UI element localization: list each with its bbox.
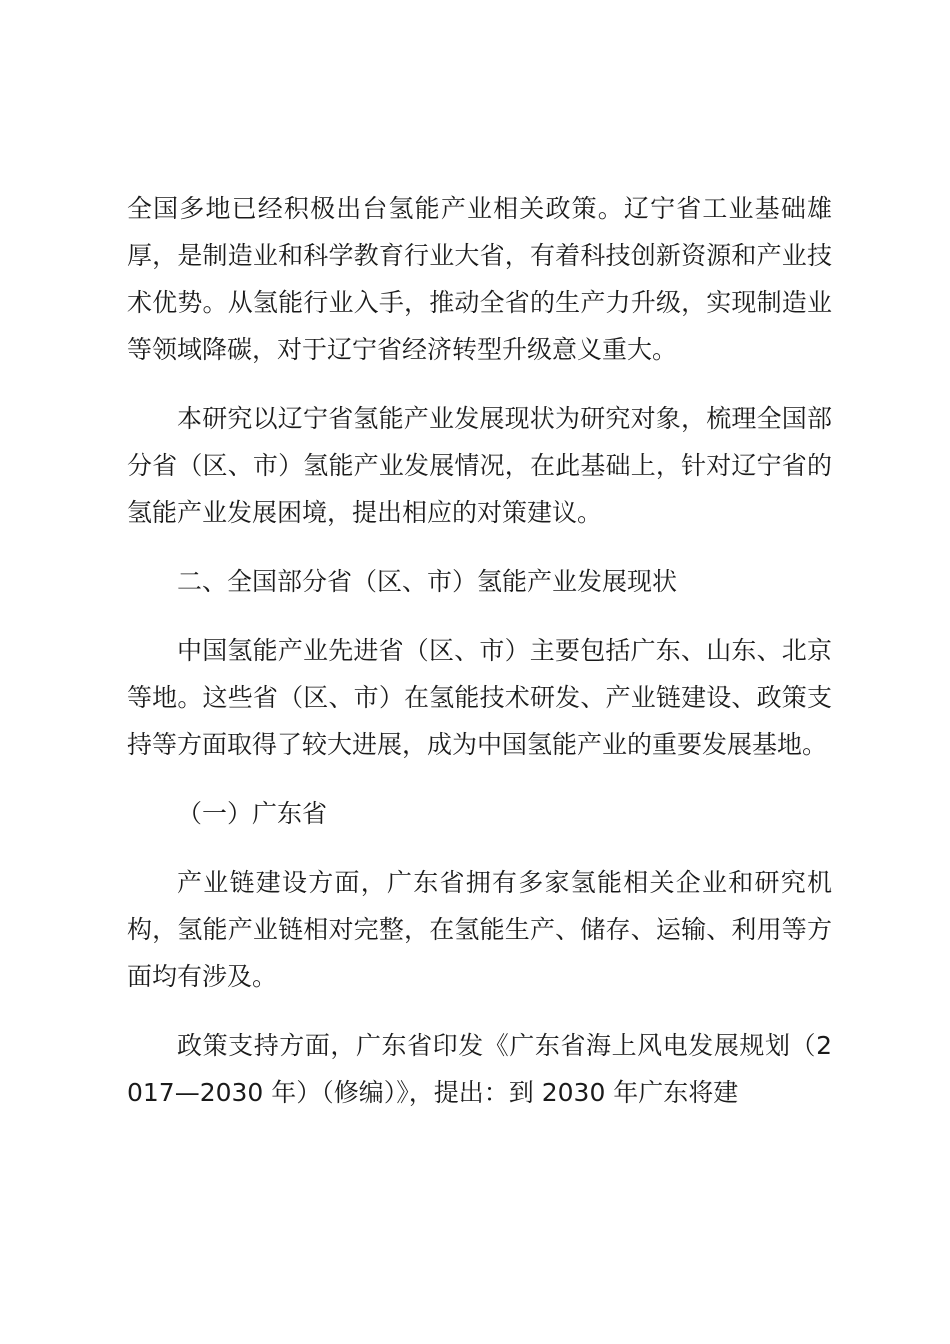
paragraph-advanced-provinces: 中国氢能产业先进省（区、市）主要包括广东、山东、北京等地。这些省（区、市）在氢能技术研发、产业链建设、政策支持等方面取得了较大进展，成为中国氢能产业的重要发展基地。: [127, 636, 832, 759]
paragraph-research-scope: 本研究以辽宁省氢能产业发展现状为研究对象，梳理全国部分省（区、市）氢能产业发展情况，在此基础上，针对辽宁省的氢能产业发展困境，提出相应的对策建议。: [127, 404, 832, 527]
document-body: [127, 185, 832, 1138]
paragraph-policy-support: 政策支持方面，广东省印发《广东省海上风电发展规划（2017—2030 年）（修编）》，提出：到 2030 年广东将建: [127, 1031, 832, 1107]
subsection-heading-guangdong: （一）广东省: [177, 799, 328, 828]
section-heading-2: 二、全国部分省（区、市）氢能产业发展现状: [177, 567, 678, 596]
paragraph-industry-chain: 产业链建设方面，广东省拥有多家氢能相关企业和研究机构，氢能产业链相对完整，在氢能生产、储存、运输、利用等方面均有涉及。: [127, 868, 832, 991]
paragraph-continuation: 全国多地已经积极出台氢能产业相关政策。辽宁省工业基础雄厚，是制造业和科学教育行业大省，有着科技创新资源和产业技术优势。从氢能行业入手，推动全省的生产力升级，实现制造业等领域降碳，对于辽宁省经济转型升级意义重大。: [127, 194, 832, 364]
